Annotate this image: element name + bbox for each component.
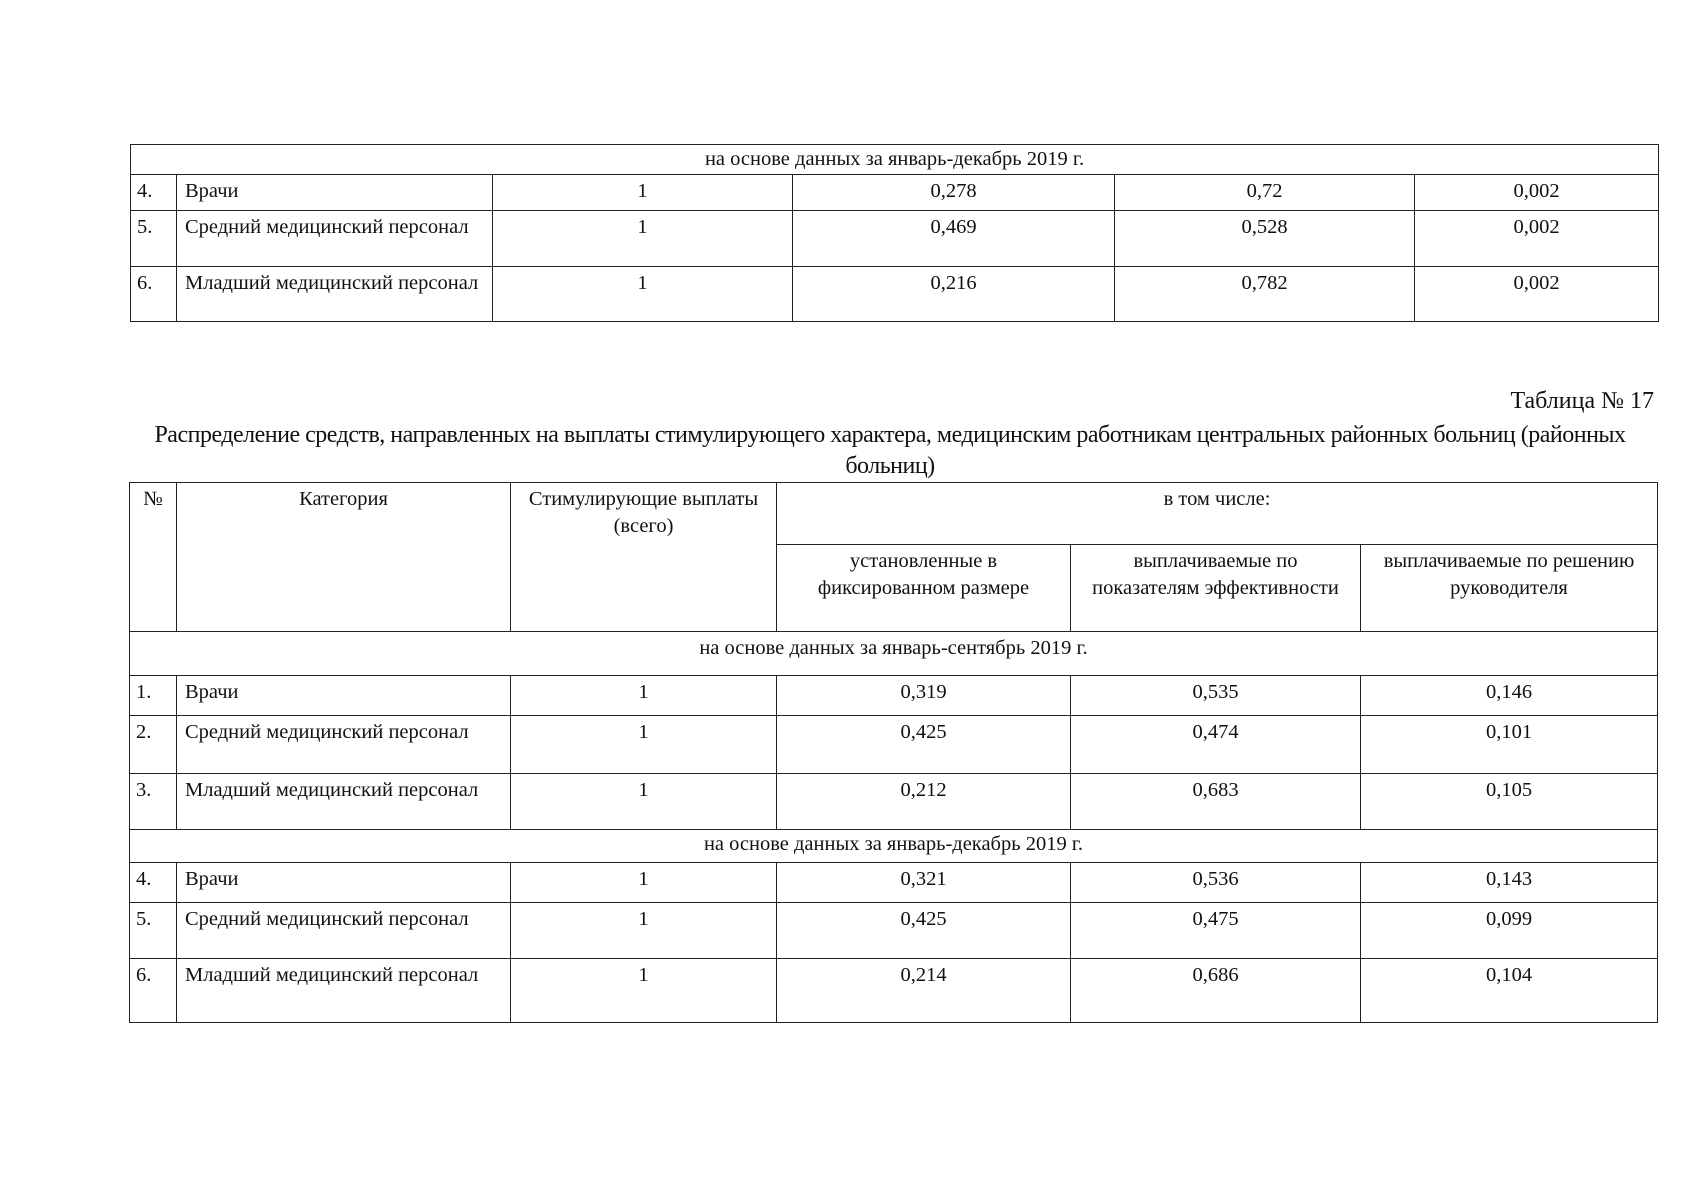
row-efficiency: 0,782 — [1115, 267, 1415, 322]
row-manager: 0,105 — [1361, 774, 1658, 830]
row-efficiency: 0,536 — [1071, 863, 1361, 903]
header-number: № — [130, 483, 177, 632]
header-fixed: установленные в фиксированном размере — [777, 545, 1071, 632]
table-row — [131, 175, 1659, 211]
table-row — [130, 959, 1658, 1023]
section-row — [130, 632, 1658, 676]
row-fixed: 0,278 — [793, 175, 1115, 211]
row-efficiency: 0,72 — [1115, 175, 1415, 211]
table-row — [130, 903, 1658, 959]
row-category: Средний медицинский персонал — [177, 903, 511, 959]
row-fixed: 0,216 — [793, 267, 1115, 322]
row-number: 1. — [130, 676, 177, 716]
section-label: на основе данных за январь-декабрь 2019 г. — [131, 145, 1659, 175]
row-category: Младший медицинский персонал — [177, 774, 511, 830]
row-efficiency: 0,475 — [1071, 903, 1361, 959]
row-number: 5. — [131, 211, 177, 267]
row-category: Младший медицинский персонал — [177, 267, 493, 322]
row-fixed: 0,425 — [777, 716, 1071, 774]
row-efficiency: 0,535 — [1071, 676, 1361, 716]
table-number: Таблица № 17 — [1510, 388, 1654, 414]
section-label: на основе данных за январь-декабрь 2019 г. — [130, 830, 1658, 863]
row-fixed: 0,319 — [777, 676, 1071, 716]
table-title: Распределение средств, направленных на выплаты стимулирующего характера, медицинским работникам центральных районных больниц (районных больниц) — [154, 422, 1626, 479]
row-total: 1 — [493, 175, 793, 211]
row-number: 6. — [130, 959, 177, 1023]
row-efficiency: 0,683 — [1071, 774, 1361, 830]
row-category: Врачи — [177, 863, 511, 903]
row-category: Средний медицинский персонал — [177, 716, 511, 774]
row-number: 2. — [130, 716, 177, 774]
row-total: 1 — [511, 903, 777, 959]
row-fixed: 0,425 — [777, 903, 1071, 959]
table-row — [130, 863, 1658, 903]
row-category: Средний медицинский персонал — [177, 211, 493, 267]
row-number: 3. — [130, 774, 177, 830]
table-row — [130, 716, 1658, 774]
header-manager: выплачиваемые по решению руководителя — [1361, 545, 1658, 632]
row-fixed: 0,214 — [777, 959, 1071, 1023]
row-total: 1 — [511, 959, 777, 1023]
row-fixed: 0,321 — [777, 863, 1071, 903]
row-category: Врачи — [177, 676, 511, 716]
row-number: 5. — [130, 903, 177, 959]
row-total: 1 — [493, 211, 793, 267]
row-total: 1 — [511, 863, 777, 903]
row-total: 1 — [493, 267, 793, 322]
header-category: Категория — [177, 483, 511, 632]
row-manager: 0,002 — [1415, 175, 1659, 211]
row-number: 4. — [131, 175, 177, 211]
row-efficiency: 0,686 — [1071, 959, 1361, 1023]
row-manager: 0,104 — [1361, 959, 1658, 1023]
row-fixed: 0,212 — [777, 774, 1071, 830]
row-total: 1 — [511, 676, 777, 716]
table-row — [130, 676, 1658, 716]
row-number: 4. — [130, 863, 177, 903]
row-number: 6. — [131, 267, 177, 322]
row-efficiency: 0,474 — [1071, 716, 1361, 774]
row-manager: 0,146 — [1361, 676, 1658, 716]
table-17 — [129, 482, 1658, 1023]
table-row — [131, 211, 1659, 267]
continued-table — [130, 144, 1659, 322]
row-total: 1 — [511, 774, 777, 830]
section-row — [130, 830, 1658, 863]
header-efficiency: выплачиваемые по показателям эффективности — [1071, 545, 1361, 632]
row-category: Младший медицинский персонал — [177, 959, 511, 1023]
row-manager: 0,099 — [1361, 903, 1658, 959]
row-category: Врачи — [177, 175, 493, 211]
row-manager: 0,002 — [1415, 267, 1659, 322]
row-manager: 0,101 — [1361, 716, 1658, 774]
row-manager: 0,002 — [1415, 211, 1659, 267]
header-total: Стимулирующие выплаты (всего) — [511, 483, 777, 632]
section-row — [131, 145, 1659, 175]
header-row — [130, 483, 1658, 545]
table-row — [131, 267, 1659, 322]
row-total: 1 — [511, 716, 777, 774]
table-row — [130, 774, 1658, 830]
row-efficiency: 0,528 — [1115, 211, 1415, 267]
section-label: на основе данных за январь-сентябрь 2019 г. — [130, 632, 1658, 676]
row-manager: 0,143 — [1361, 863, 1658, 903]
header-including: в том числе: — [777, 483, 1658, 545]
row-fixed: 0,469 — [793, 211, 1115, 267]
